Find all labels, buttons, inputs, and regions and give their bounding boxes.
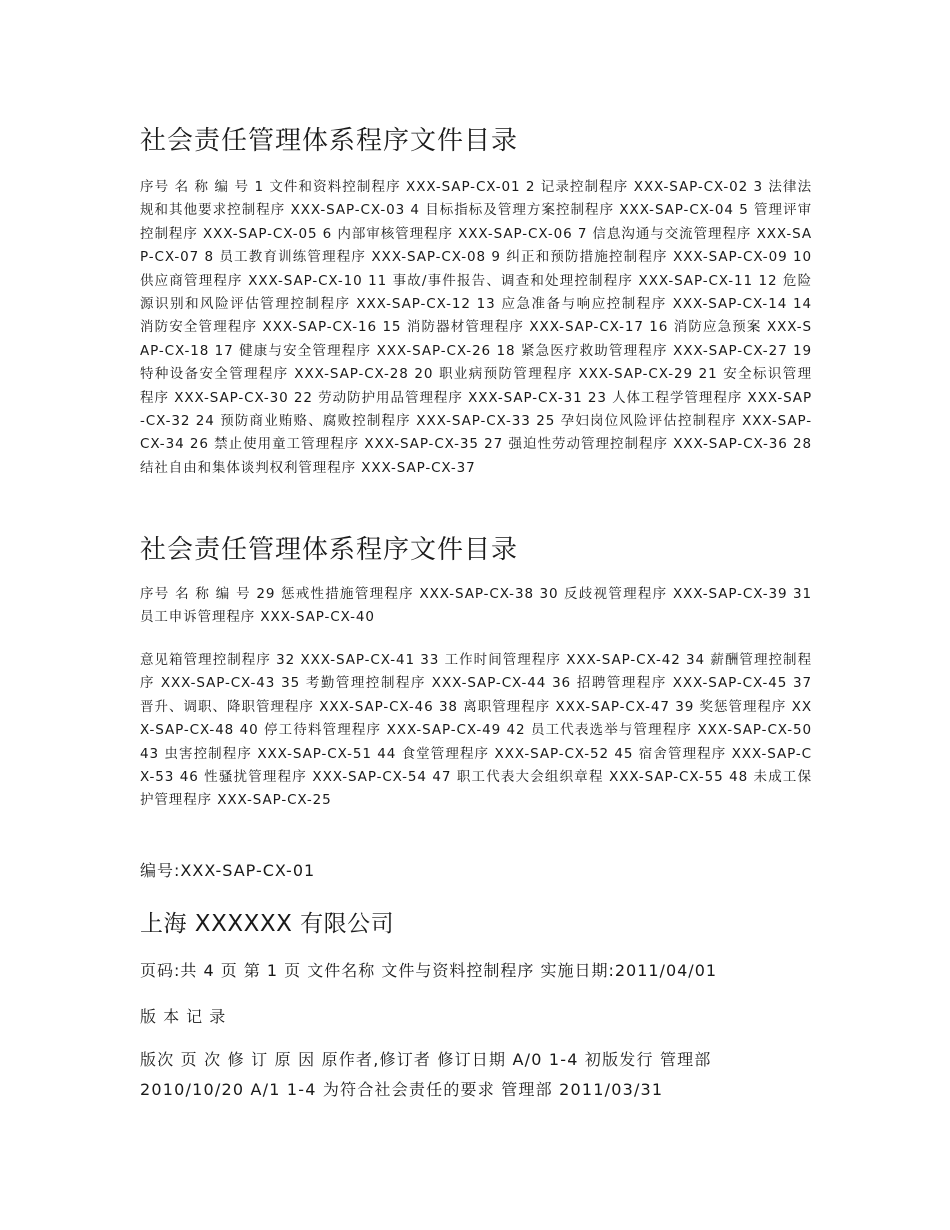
page-meta: 页码:共 4 页 第 1 页 文件名称 文件与资料控制程序 实施日期:2011/04/01 [140, 961, 718, 980]
section-1-body: 序号 名 称 编 号 1 文件和资料控制程序 XXX-SAP-CX-01 2 记录控制程序 XXX-SAP-CX-02 3 法律法规和其他要求控制程序 XXX-SAP-CX-03 4 目标指标及管理方案控制程序 XXX-SAP-CX-04 5 管理评审控制程序 XXX-SAP-CX-05 6 内部审核管理程序 XXX-SAP-CX-06 7 信息沟通与交流管理程序 XXX-SAP-CX-07 8 员工教育训练管理程序 XXX-SAP-CX-08 9 纠正和预防措施控制程序 XXX-SAP-CX-09 10 供应商管理程序 XXX-SAP-CX-10 11 事故/事件报告、调查和处理控制程序 XXX-SAP-CX-11 12 危险源识别和风险评估管理控制程序 XXX-SAP-CX-12 13 应急准备与响应控制程序 XXX-SAP-CX-14 14 消防安全管理程序 XXX-SAP-CX-16 15 消防器材管理程序 XXX-SAP-CX-17 16 消防应急预案 XXX-SAP-CX-18 17 健康与安全管理程序 XXX-SAP-CX-26 18 紧急医疗救助管理程序 XXX-SAP-CX-27 19 特种设备安全管理程序 XXX-SAP-CX-28 20 职业病预防管理程序 XXX-SAP-CX-29 21 安全标识管理程序 XXX-SAP-CX-30 22 劳动防护用品管理程序 XXX-SAP-CX-31 23 人体工程学管理程序 XXX-SAP-CX-32 24 预防商业贿赂、腐败控制程序 XXX-SAP-CX-33 25 孕妇岗位风险评估控制程序 XXX-SAP-CX-34 26 禁止使用童工管理程序 XXX-SAP-CX-35 27 强迫性劳动管理控制程序 XXX-SAP-CX-36 28 结社自由和集体谈判权利管理程序 XXX-SAP-CX-37 [140, 179, 812, 476]
section-2-body-continued: 意见箱管理控制程序 32 XXX-SAP-CX-41 33 工作时间管理程序 XXX-SAP-CX-42 34 薪酬管理控制程序 XXX-SAP-CX-43 35 考勤管理控制程序 XXX-SAP-CX-44 36 招聘管理程序 XXX-SAP-CX-45 37 晋升、调职、降职管理程序 XXX-SAP-CX-46 38 离职管理程序 XXX-SAP-CX-47 39 奖惩管理程序 XXX-SAP-CX-48 40 停工待料管理程序 XXX-SAP-CX-49 42 员工代表选举与管理程序 XXX-SAP-CX-50 43 虫害控制程序 XXX-SAP-CX-51 44 食堂管理程序 XXX-SAP-CX-52 45 宿舍管理程序 XXX-SAP-CX-53 46 性骚扰管理程序 XXX-SAP-CX-54 47 职工代表大会组织章程 XXX-SAP-CX-55 48 未成工保护管理程序 XXX-SAP-CX-25 [140, 652, 812, 809]
document-code: 编号:XXX-SAP-CX-01 [140, 861, 316, 880]
revision-record: 版次 页 次 修 订 原 因 原作者,修订者 修订日期 A/0 1-4 初版发行 管理部 2010/10/20 A/1 1-4 为符合社会责任的要求 管理部 2011/03/31 [140, 1050, 712, 1099]
section-2-body: 序号 名 称 编 号 29 惩戒性措施管理程序 XXX-SAP-CX-38 30 反歧视管理程序 XXX-SAP-CX-39 31 员工申诉管理程序 XXX-SAP-CX-40 [140, 586, 812, 626]
version-record-label: 版 本 记 录 [140, 1007, 227, 1026]
section-2-title: 社会责任管理体系程序文件目录 [140, 535, 519, 565]
section-1-title: 社会责任管理体系程序文件目录 [140, 126, 519, 156]
company-name: 上海 XXXXXX 有限公司 [140, 911, 395, 937]
